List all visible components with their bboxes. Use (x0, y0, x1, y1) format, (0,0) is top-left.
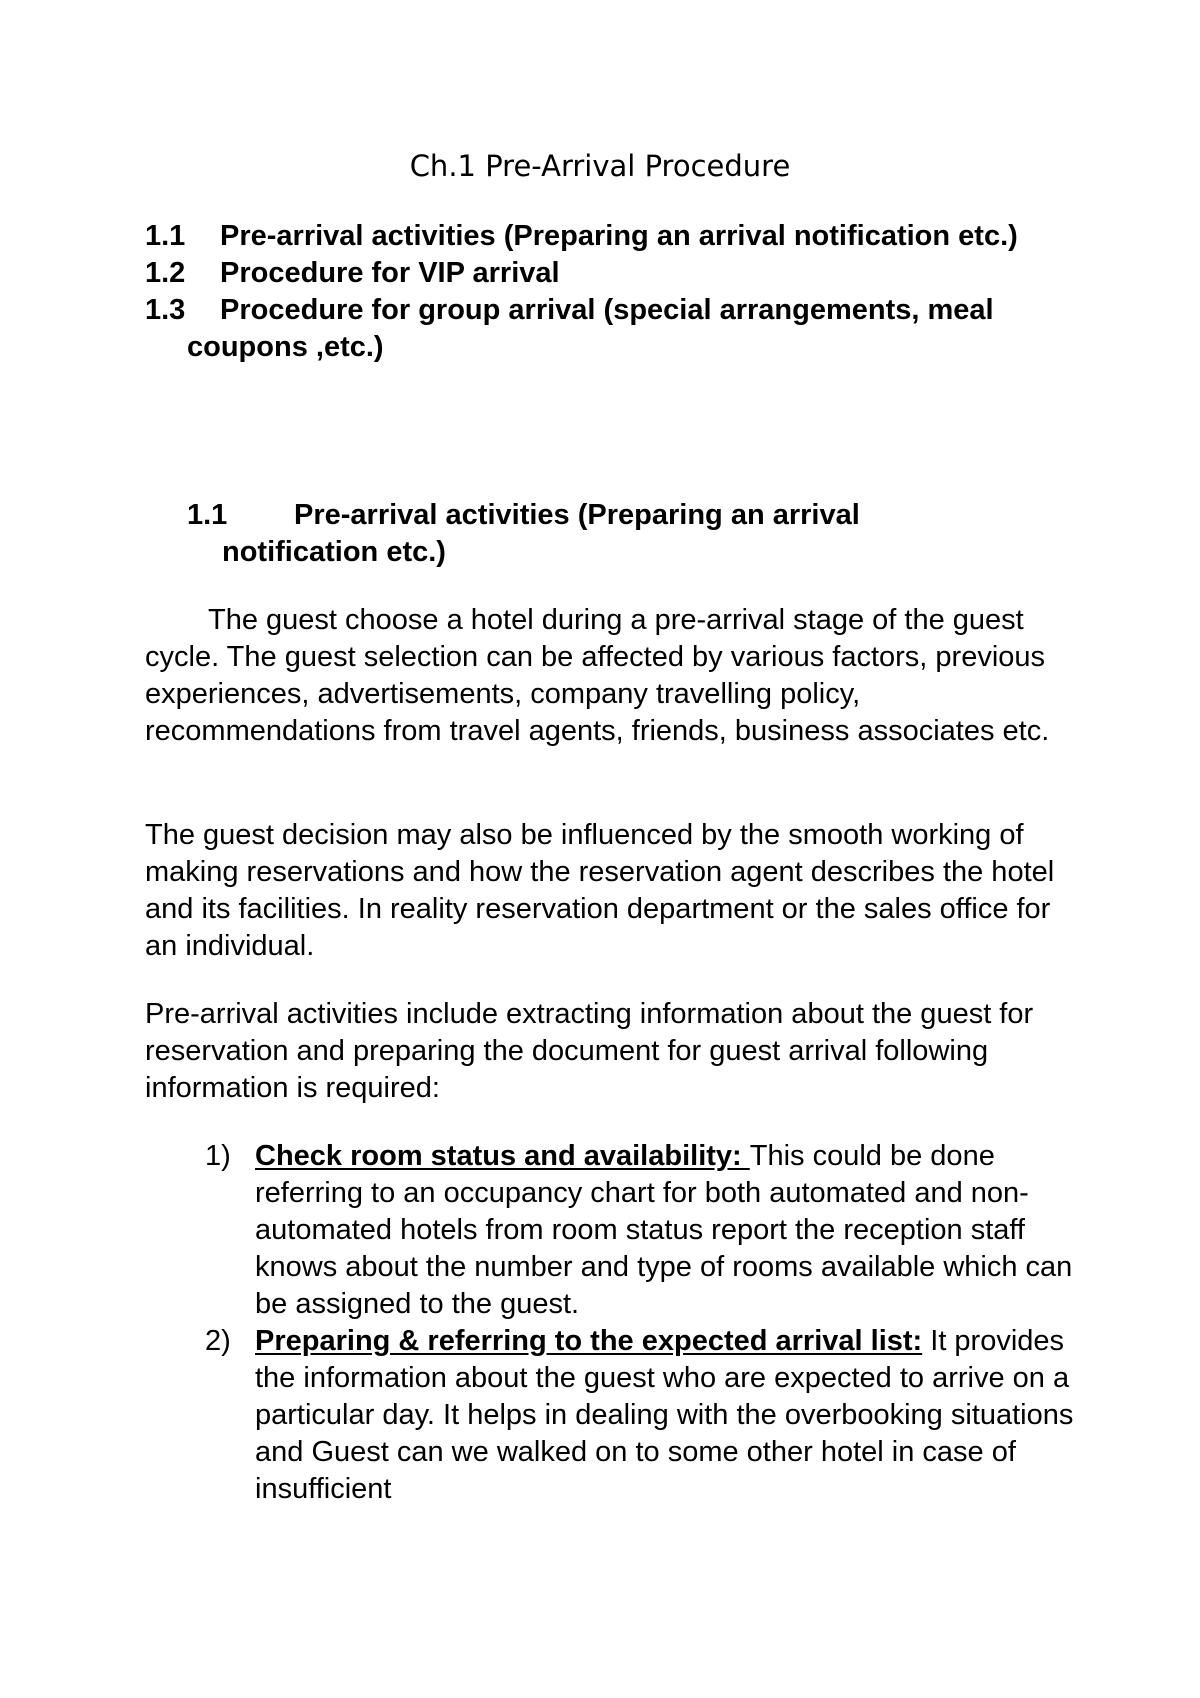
toc-item-text: Procedure for VIP arrival (220, 257, 560, 289)
list-item (205, 1138, 1085, 1323)
toc-item-number: 1.3 (145, 294, 186, 326)
toc-item-number: 1.2 (145, 257, 186, 289)
body-paragraph: The guest choose a hotel during a pre-arrival stage of the guest cycle. The guest selection can be affected by various factors, previous experiences, advertisements, company travelling policy, recommendations from travel agents, friends, business associates etc. (145, 604, 1050, 747)
toc-item (145, 218, 1075, 255)
section-heading-text: Pre-arrival activities (Preparing an arrival notification etc.) (222, 499, 860, 568)
list-item-term: Preparing & referring to the expected arrival list: (255, 1325, 923, 1357)
toc-item (145, 292, 1075, 366)
list-item (205, 1323, 1085, 1508)
numbered-list (205, 1138, 1085, 1508)
section-heading (187, 497, 1022, 571)
table-of-contents (145, 218, 1075, 366)
toc-item-text: Pre-arrival activities (Preparing an arrival notification etc.) (220, 220, 1018, 252)
section-number: 1.1 (187, 499, 228, 531)
toc-item-text: Procedure for group arrival (special arrangements, meal coupons ,etc.) (187, 294, 994, 363)
list-item-text: This could be done referring to an occupancy chart for both automated and non-automated hotels from room status report the reception staff knows about the number and type of rooms available which can be assigned to the guest. (255, 1140, 1073, 1320)
chapter-title: Ch.1 Pre-Arrival Procedure (409, 149, 791, 183)
list-item-number: 1) (205, 1140, 231, 1172)
body-paragraph: The guest decision may also be influenced by the smooth working of making reservations and how the reservation agent describes the hotel and its facilities. In reality reservation department or the sales office for an individual. (145, 819, 1055, 962)
body-paragraph: Pre-arrival activities include extracting information about the guest for reservation and preparing the document for guest arrival following information is required: (145, 998, 1034, 1104)
list-item-number: 2) (205, 1325, 231, 1357)
list-item-text: It provides the information about the guest who are expected to arrive on a particular day. It helps in dealing with the overbooking situations and Guest can we walked on to some other hotel in case of insufficient (255, 1325, 1074, 1505)
list-item-term: Check room status and availability: (255, 1140, 750, 1172)
toc-item-number: 1.1 (145, 220, 186, 252)
toc-item (145, 255, 1075, 292)
